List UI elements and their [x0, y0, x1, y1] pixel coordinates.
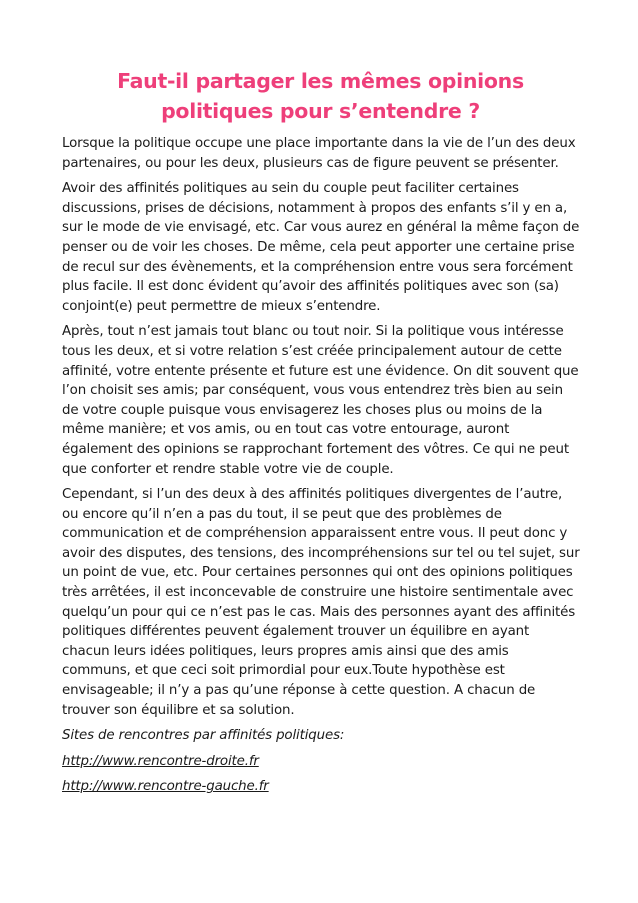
- text-line: ou encore qu’il n’en a pas du tout, il se peut que des problèmes de: [62, 506, 502, 522]
- title-line: politiques pour s’entendre ?: [161, 99, 480, 123]
- sites-label: Sites de rencontres par affinités politiques:: [62, 728, 345, 744]
- document-page: [62, 66, 579, 803]
- text-line: l’on choisit ses amis; par conséquent, vous vous entendrez très bien au sein: [62, 383, 563, 399]
- text-line: Lorsque la politique occupe une place importante dans la vie de l’un des deux: [62, 136, 576, 151]
- page-title: [62, 66, 579, 126]
- text-line: tous les deux, et si votre relation s’est créée principalement autour de cette: [62, 343, 562, 359]
- text-line: envisageable; il n’y a pas qu’une réponse à cette question. A chacun de: [62, 683, 536, 699]
- text-line: très arrêtées, il est inconcevable de construire une histoire sentimentale avec: [62, 585, 574, 601]
- text-line: conjoint(e) peut permettre de mieux s’entendre.: [62, 298, 381, 314]
- text-line: penser ou de voir les choses. De même, cela peut apporter une certaine prise: [62, 239, 575, 255]
- text-line: partenaires, ou pour les deux, plusieurs cas de figure peuvent se présenter.: [62, 155, 559, 171]
- paragraph-however: [62, 485, 579, 720]
- title-line: Faut-il partager les mêmes opinions: [117, 69, 524, 93]
- text-line: trouver son équilibre et sa solution.: [62, 702, 295, 718]
- text-line: avoir des disputes, des tensions, des incompréhensions sur tel ou tel sujet, sur: [62, 545, 580, 561]
- text-line: de recul sur des évènements, et la compréhension entre vous sera forcément: [62, 259, 573, 275]
- paragraph-affinities: [62, 179, 579, 316]
- text-line: également des opinions se rapprochant fortement des vôtres. Ce qui ne peut: [62, 441, 569, 457]
- text-line: plus facile. Il est donc évident qu’avoir des affinités politiques avec son (sa): [62, 279, 559, 295]
- text-line: communication et de compréhension apparaissent entre vous. Il peut donc y: [62, 526, 568, 542]
- text-line: Avoir des affinités politiques au sein du couple peut faciliter certaines: [62, 181, 519, 197]
- text-line: chacun leurs idées politiques, leurs propres amis ainsi que des amis: [62, 643, 509, 659]
- text-line: affinité, votre entente présente et future est une évidence. On dit souvent que: [62, 363, 579, 379]
- link-rencontre-gauche[interactable]: http://www.rencontre-gauche.fr: [62, 779, 269, 795]
- text-line: politiques différentes peuvent également trouver un équilibre en ayant: [62, 624, 530, 640]
- text-line: Après, tout n’est jamais tout blanc ou tout noir. Si la politique vous intéresse: [62, 324, 564, 340]
- text-line: communs, et que ceci soit primordial pour eux.Toute hypothèse est: [62, 663, 505, 679]
- paragraph-after: [62, 322, 579, 479]
- text-line: de votre couple puisque vous envisagerez les choses plus ou moins de la: [62, 402, 543, 418]
- text-line: Cependant, si l’un des deux à des affinités politiques divergentes de l’autre,: [62, 487, 563, 503]
- text-line: que conforter et rendre stable votre vie de couple.: [62, 461, 394, 477]
- text-line: quelqu’un pour qui ce n’est pas le cas. Mais des personnes ayant des affinités: [62, 604, 576, 620]
- paragraph-intro: [62, 134, 579, 173]
- text-line: sur le mode de vie envisagé, etc. Car vous aurez en général la même façon de: [62, 220, 580, 236]
- text-line: même manière; et vos amis, ou en tout cas votre entourage, auront: [62, 422, 510, 438]
- link-rencontre-droite[interactable]: http://www.rencontre-droite.fr: [62, 753, 259, 769]
- text-line: un point de vue, etc. Pour certaines personnes qui ont des opinions politiques: [62, 565, 573, 581]
- text-line: discussions, prises de décisions, notamment à propos des enfants s’il y en a,: [62, 200, 568, 216]
